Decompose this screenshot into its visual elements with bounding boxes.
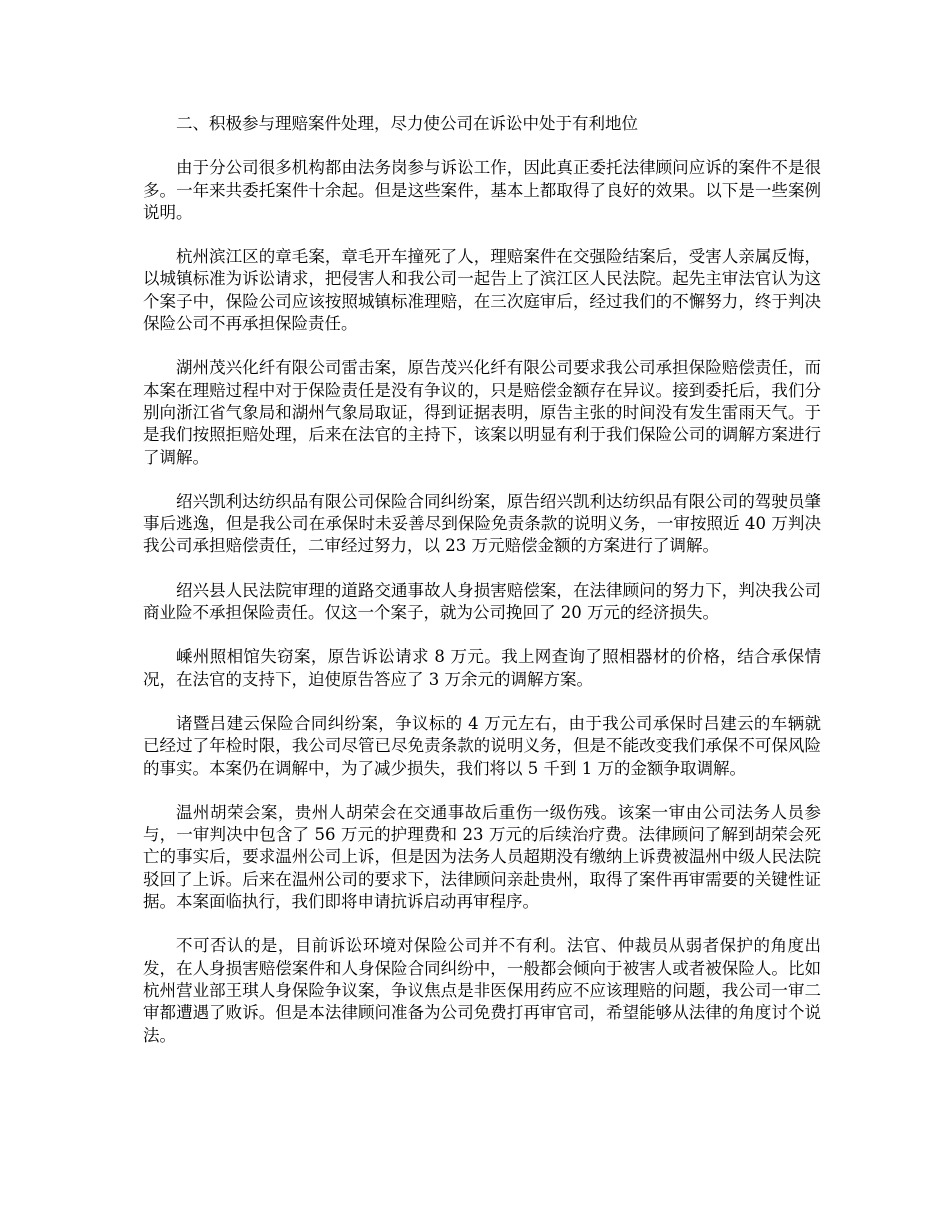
paragraph-case-shaoxing-court: 绍兴县人民法院审理的道路交通事故人身损害赔偿案，在法律顾问的努力下，判决我公司商业险不承担保险责任。仅这一个案子，就为公司挽回了 20 万元的经济损失。 (143, 580, 821, 623)
section-heading: 二、积极参与理赔案件处理，尽力使公司在诉讼中处于有利地位 (176, 114, 638, 133)
paragraph-case-zhuji: 诸暨吕建云保险合同纠纷案，争议标的 4 万元左右，由于我公司承保时吕建云的车辆就已经过了年检时限，我公司尽管已尽免责条款的说明义务，但是不能改变我们承保不可保风险的事实。本案仍在调解中，为了减少损失，我们将以 5 千到 1 万的金额争取调解。 (143, 713, 821, 778)
paragraph-case-kailida: 绍兴凯利达纺织品有限公司保险合同纠纷案，原告绍兴凯利达纺织品有限公司的驾驶员肇事后逃逸，但是我公司在承保时未妥善尽到保险免责条款的说明义务，一审按照近 40 万判决我公司承担赔偿责任，二审经过努力，以 23 万元赔偿金额的方案进行了调解。 (143, 491, 821, 556)
paragraph-case-wenzhou: 温州胡荣会案，贵州人胡荣会在交通事故后重伤一级伤残。该案一审由公司法务人员参与，一审判决中包含了 56 万元的护理费和 23 万元的后续治疗费。法律顾问了解到胡荣会死亡的事实后，要求温州公司上诉，但是因为法务人员超期没有缴纳上诉费被温州中级人民法院驳回了上诉。后来在温州公司的要求下，法律顾问亲赴贵州，取得了案件再审需要的关键性证据。本案面临执行，我们即将申请抗诉启动再审程序。 (143, 802, 821, 912)
paragraph-intro: 由于分公司很多机构都由法务岗参与诉讼工作，因此真正委托法律顾问应诉的案件不是很多。一年来共委托案件十余起。但是这些案件，基本上都取得了良好的效果。以下是一些案例说明。 (143, 158, 821, 222)
paragraph-case-shengzhou: 嵊州照相馆失窃案，原告诉讼请求 8 万元。我上网查询了照相器材的价格，结合承保情况，在法官的支持下，迫使原告答应了 3 万余元的调解方案。 (143, 647, 821, 689)
paragraph-case-maoxing: 湖州茂兴化纤有限公司雷击案，原告茂兴化纤有限公司要求我公司承担保险赔偿责任，而本案在理赔过程中对于保险责任是没有争议的，只是赔偿金额存在异议。接到委托后，我们分别向浙江省气象局和湖州气象局取证，得到证据表明，原告主张的时间没有发生雷雨天气。于是我们按照拒赔处理，后来在法官的主持下，该案以明显有利于我们保险公司的调解方案进行了调解。 (143, 358, 821, 467)
paragraph-case-zhangmao: 杭州滨江区的章毛案，章毛开车撞死了人，理赔案件在交强险结案后，受害人亲属反悔，以城镇标准为诉讼请求，把侵害人和我公司一起告上了滨江区人民法院。起先主审法官认为这个案子中，保险公司应该按照城镇标准理赔，在三次庭审后，经过我们的不懈努力，终于判决保险公司不再承担保险责任。 (143, 247, 821, 334)
paragraph-conclusion: 不可否认的是，目前诉讼环境对保险公司并不有利。法官、仲裁员从弱者保护的角度出发，在人身损害赔偿案件和人身保险合同纠纷中，一般都会倾向于被害人或者被保险人。比如杭州营业部王琪人身保险争议案，争议焦点是非医保用药应不应该理赔的问题，我公司一审二审都遭遇了败诉。但是本法律顾问准备为公司免费打再审官司，希望能够从法律的角度讨个说法。 (143, 936, 821, 1045)
document-body (143, 113, 821, 1069)
